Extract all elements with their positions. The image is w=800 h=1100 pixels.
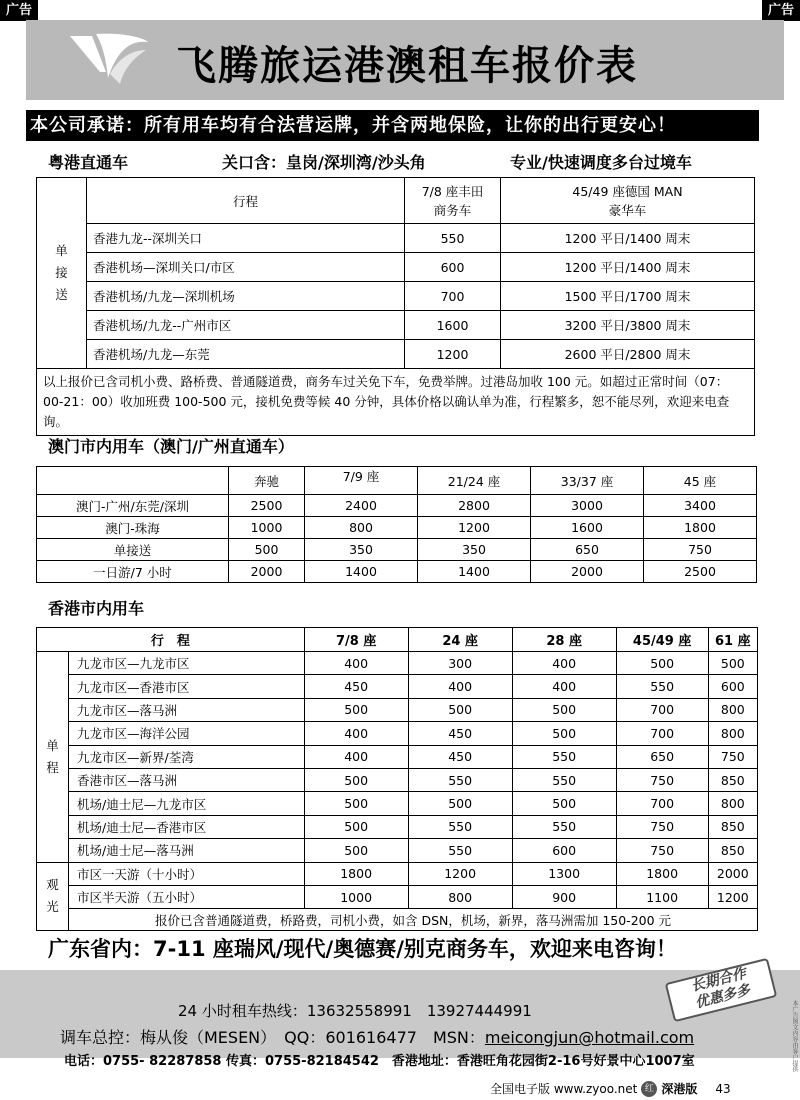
route-cell: 机场/迪士尼—落马洲 — [69, 839, 305, 862]
price-cell: 550 — [512, 815, 616, 838]
price-cell: 3000 — [531, 495, 644, 517]
crossborder-note: 以上报价已含司机小费、路桥费、普通隧道费，商务车过关免下车，免费举牌。过港岛加收 100 元。如超过正常时间（07：00-21：00）收加班费 100-500 元，接机免费等候 40 分钟，具体价格以确认单为准，行程繁多，恕不能尽列，欢迎来电查询。 — [37, 369, 755, 436]
price-cell: 500 — [512, 792, 616, 815]
route-cell: 九龙市区—落马洲 — [69, 698, 305, 721]
price-cell: 1200 平日/1400 周末 — [501, 253, 755, 282]
column-header: 7/8 座 — [304, 628, 408, 652]
price-cell: 700 — [616, 698, 708, 721]
price-cell: 3200 平日/3800 周末 — [501, 311, 755, 340]
price-cell: 450 — [408, 745, 512, 768]
price-cell: 500 — [304, 792, 408, 815]
email-link[interactable]: meicongjun@hotmail.com — [484, 1028, 695, 1047]
price-cell: 400 — [304, 745, 408, 768]
edition-name: 深港版 — [661, 1082, 698, 1096]
price-cell: 1200 — [708, 885, 757, 908]
ad-tag-left: 广告 — [0, 0, 38, 21]
column-header: 45 座 — [644, 467, 757, 495]
guangdong-offer: 广东省内：7-11 座瑞风/现代/奥德赛/别克商务车，欢迎来电咨询！ — [48, 937, 677, 961]
section-heading-macau: 澳门市内用车（澳门/广州直通车） — [48, 437, 294, 456]
price-cell: 1100 — [616, 885, 708, 908]
table-row — [37, 539, 757, 561]
price-cell: 550 — [512, 745, 616, 768]
price-cell: 2500 — [644, 561, 757, 583]
tour-group-label: 观 光 — [37, 862, 69, 931]
price-cell: 750 — [708, 745, 757, 768]
table-row — [37, 675, 758, 698]
table-row — [37, 340, 755, 369]
route-cell: 香港九龙--深圳关口 — [87, 224, 405, 253]
price-cell: 1200 平日/1400 周末 — [501, 224, 755, 253]
route-cell: 澳门-广州/东莞/深圳 — [37, 495, 229, 517]
price-cell: 400 — [512, 675, 616, 698]
price-cell: 500 — [304, 698, 408, 721]
price-cell: 350 — [305, 539, 418, 561]
price-cell: 550 — [512, 768, 616, 791]
route-cell: 机场/迪士尼—香港市区 — [69, 815, 305, 838]
section-heading-crossborder: 粤港直通车 — [48, 153, 129, 172]
route-cell: 香港机场/九龙—深圳机场 — [87, 282, 405, 311]
table-row — [37, 745, 758, 768]
price-cell: 1600 — [405, 311, 501, 340]
price-cell: 600 — [512, 839, 616, 862]
price-cell: 1200 — [405, 340, 501, 369]
dispatch-prefix: 调车总控：梅从俊（MESEN） QQ：601616477 MSN： — [60, 1028, 485, 1047]
price-cell: 700 — [616, 722, 708, 745]
table-row — [37, 768, 758, 791]
price-cell: 1200 — [408, 862, 512, 885]
table-row — [37, 561, 757, 583]
oneway-group-label: 单 程 — [37, 652, 69, 863]
price-cell: 300 — [408, 652, 512, 675]
price-cell: 500 — [408, 792, 512, 815]
route-cell: 香港机场/九龙—东莞 — [87, 340, 405, 369]
price-cell: 2500 — [229, 495, 305, 517]
ad-tag-right: 广告 — [762, 0, 800, 21]
price-cell: 1500 平日/1700 周末 — [501, 282, 755, 311]
price-cell: 750 — [616, 768, 708, 791]
column-header — [37, 467, 229, 495]
table-row — [37, 253, 755, 282]
price-cell: 650 — [616, 745, 708, 768]
table-row — [37, 862, 758, 885]
table-row — [37, 224, 755, 253]
price-cell: 400 — [304, 652, 408, 675]
price-cell: 800 — [708, 698, 757, 721]
price-cell: 1800 — [616, 862, 708, 885]
price-cell: 400 — [304, 722, 408, 745]
table-row — [37, 792, 758, 815]
price-cell: 550 — [616, 675, 708, 698]
page-number: 43 — [715, 1081, 731, 1096]
price-cell: 400 — [512, 652, 616, 675]
price-cell: 1400 — [305, 561, 418, 583]
price-cell: 500 — [304, 839, 408, 862]
table-row — [37, 698, 758, 721]
price-cell: 700 — [405, 282, 501, 311]
price-cell: 800 — [408, 885, 512, 908]
column-header-toyota: 7/8 座丰田 商务车 — [405, 178, 501, 224]
table-row — [37, 282, 755, 311]
price-cell: 800 — [305, 517, 418, 539]
company-logo — [62, 28, 152, 88]
route-cell: 香港市区—落马洲 — [69, 768, 305, 791]
macau-price-table — [36, 466, 757, 583]
price-cell: 1200 — [418, 517, 531, 539]
route-cell: 香港机场/九龙--广州市区 — [87, 311, 405, 340]
price-cell: 2400 — [305, 495, 418, 517]
phone-address: 电话：0755- 82287858 传真：0755-82184542 香港地址：香港旺角花园街2-16号好景中心1007室 — [64, 1054, 695, 1069]
price-cell: 800 — [708, 792, 757, 815]
table-note-row — [37, 909, 758, 931]
route-cell: 一日游/7 小时 — [37, 561, 229, 583]
route-cell: 市区半天游（五小时） — [69, 885, 305, 908]
column-header-man-bus: 45/49 座德国 MAN 豪华车 — [501, 178, 755, 224]
single-transfer-label: 单 接 送 — [37, 178, 87, 369]
price-cell: 550 — [405, 224, 501, 253]
column-header: 行 程 — [37, 628, 305, 652]
price-cell: 650 — [531, 539, 644, 561]
section-heading-hongkong: 香港市内用车 — [48, 599, 145, 618]
route-cell: 市区一天游（十小时） — [69, 862, 305, 885]
price-cell: 1000 — [304, 885, 408, 908]
edition-mark-icon: 红 — [641, 1081, 657, 1097]
route-cell: 九龙市区—九龙市区 — [69, 652, 305, 675]
price-cell: 2000 — [708, 862, 757, 885]
price-cell: 850 — [708, 839, 757, 862]
page-footer — [490, 1080, 731, 1097]
column-header: 45/49 座 — [616, 628, 708, 652]
column-header: 奔驰 — [229, 467, 305, 495]
price-cell: 500 — [304, 768, 408, 791]
price-cell: 500 — [408, 698, 512, 721]
price-cell: 500 — [708, 652, 757, 675]
price-cell: 750 — [616, 839, 708, 862]
route-cell: 香港机场—深圳关口/市区 — [87, 253, 405, 282]
column-header: 21/24 座 — [418, 467, 531, 495]
dispatch-contact — [60, 1025, 694, 1048]
hongkong-note: 报价已含普通隧道费，桥路费，司机小费，如含 DSN，机场，新界，落马洲需加 150-200 元 — [69, 909, 758, 931]
price-cell: 500 — [616, 652, 708, 675]
price-cell: 2800 — [418, 495, 531, 517]
price-cell: 500 — [304, 815, 408, 838]
price-cell: 500 — [512, 722, 616, 745]
table-row — [37, 311, 755, 340]
route-cell: 九龙市区—香港市区 — [69, 675, 305, 698]
price-cell: 600 — [405, 253, 501, 282]
price-cell: 850 — [708, 815, 757, 838]
site-url: 全国电子版 www.zyoo.net — [490, 1082, 638, 1096]
price-cell: 850 — [708, 768, 757, 791]
route-cell: 单接送 — [37, 539, 229, 561]
price-cell: 1800 — [644, 517, 757, 539]
table-note-row — [37, 369, 755, 436]
route-cell: 九龙市区—新界/荃湾 — [69, 745, 305, 768]
price-cell: 400 — [408, 675, 512, 698]
route-cell: 九龙市区—海洋公园 — [69, 722, 305, 745]
table-row — [37, 722, 758, 745]
column-header: 7/9 座 — [305, 467, 418, 495]
table-row — [37, 652, 758, 675]
price-cell: 450 — [408, 722, 512, 745]
price-cell: 600 — [708, 675, 757, 698]
price-cell: 550 — [408, 768, 512, 791]
ports-note: 关口含：皇岗/深圳湾/沙头角 — [222, 153, 426, 172]
table-header-row — [37, 467, 757, 495]
price-cell: 700 — [616, 792, 708, 815]
table-header-row — [37, 178, 755, 224]
column-header-route: 行程 — [87, 178, 405, 224]
price-cell: 3400 — [644, 495, 757, 517]
price-cell: 500 — [512, 698, 616, 721]
table-row — [37, 517, 757, 539]
table-row — [37, 495, 757, 517]
table-row — [37, 885, 758, 908]
table-row — [37, 815, 758, 838]
price-cell: 750 — [616, 815, 708, 838]
price-cell: 550 — [408, 815, 512, 838]
promise-banner: 本公司承诺：所有用车均有合法营运牌，并含两地保险，让你的出行更安心！ — [26, 110, 759, 141]
price-cell: 750 — [644, 539, 757, 561]
crossborder-price-table — [36, 177, 755, 436]
page-title: 飞腾旅运港澳租车报价表 — [176, 43, 638, 89]
price-cell: 900 — [512, 885, 616, 908]
price-cell: 800 — [708, 722, 757, 745]
price-cell: 1600 — [531, 517, 644, 539]
promo-stamp: 长期合作 优惠多多 — [665, 958, 778, 1022]
table-row — [37, 839, 758, 862]
price-cell: 2600 平日/2800 周末 — [501, 340, 755, 369]
route-cell: 机场/迪士尼—九龙市区 — [69, 792, 305, 815]
price-cell: 1300 — [512, 862, 616, 885]
hotline: 24 小时租车热线：13632558991 13927444991 — [178, 1002, 532, 1020]
price-cell: 2000 — [229, 561, 305, 583]
price-cell: 450 — [304, 675, 408, 698]
table-header-row — [37, 628, 758, 652]
service-slogan: 专业/快速调度多台过境车 — [510, 153, 692, 172]
column-header: 24 座 — [408, 628, 512, 652]
hongkong-price-table — [36, 627, 758, 931]
route-cell: 澳门-珠海 — [37, 517, 229, 539]
side-disclaimer: 本广告图文内容由客户提供 — [791, 1000, 798, 1072]
price-cell: 1800 — [304, 862, 408, 885]
price-cell: 500 — [229, 539, 305, 561]
column-header: 33/37 座 — [531, 467, 644, 495]
column-header: 28 座 — [512, 628, 616, 652]
column-header: 61 座 — [708, 628, 757, 652]
price-cell: 550 — [408, 839, 512, 862]
price-cell: 1400 — [418, 561, 531, 583]
price-cell: 1000 — [229, 517, 305, 539]
price-cell: 2000 — [531, 561, 644, 583]
price-cell: 350 — [418, 539, 531, 561]
